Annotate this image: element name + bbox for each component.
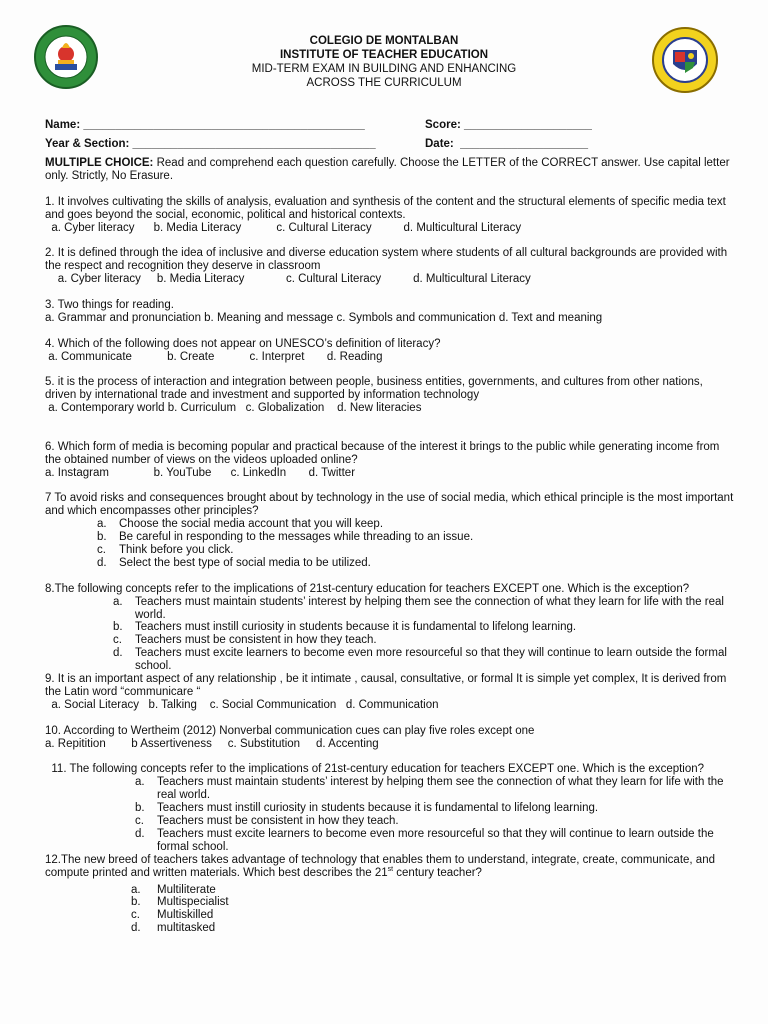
question-3 bbox=[45, 299, 735, 325]
choice-letter: b. bbox=[113, 621, 123, 634]
name-field: Name: ____________________________________________ bbox=[45, 119, 365, 131]
choice-letter: a. bbox=[113, 595, 123, 608]
year-section-field: Year & Section: ______________________________________ bbox=[45, 138, 376, 150]
instructions-text: Read and comprehend each question carefully. Choose the LETTER of the CORRECT answer. Use capital letter only. Strictly, No Erasure. bbox=[45, 157, 730, 182]
question-options: a. Repitition b Assertiveness c. Substitution d. Accenting bbox=[45, 737, 379, 750]
question-8 bbox=[45, 583, 735, 673]
choice-letter: d. bbox=[135, 827, 145, 840]
question-options: a. Social Literacy b. Talking c. Social Communication d. Communication bbox=[45, 698, 439, 711]
question-11 bbox=[45, 763, 735, 853]
date-field: Date: ____________________ bbox=[425, 138, 589, 150]
choice-text: Multiliterate bbox=[157, 883, 216, 896]
choice-text: Teachers must maintain students’ interest by helping them see the connection of what they learn for life with the real world. bbox=[157, 776, 724, 802]
choice-letter: b. bbox=[97, 531, 107, 544]
question-text: 1. It involves cultivating the skills of analysis, evaluation and synthesis of the content and the structural elements of specific media text and goes beyond the social, economic, political and historical contexts. bbox=[45, 195, 726, 221]
question-text-part2: century teacher? bbox=[393, 866, 482, 879]
choice-letter: c. bbox=[131, 909, 140, 922]
question-text: 8.The following concepts refer to the implications of 21st-century education for teachers EXCEPT one. Which is the exception? bbox=[45, 582, 690, 595]
question-text: 3. Two things for reading. bbox=[45, 298, 174, 311]
question-options: a. Cyber literacy b. Media Literacy c. Cultural Literacy d. Multicultural Literacy bbox=[45, 221, 522, 234]
choice-a bbox=[45, 596, 735, 622]
choice-text: Select the best type of social media to be utilized. bbox=[119, 556, 371, 569]
choice-d bbox=[45, 922, 735, 935]
question-text: 4. Which of the following does not appear on UNESCO’s definition of literacy? bbox=[45, 337, 441, 350]
choice-b bbox=[45, 896, 735, 909]
question-6 bbox=[45, 441, 735, 480]
choice-letter: d. bbox=[113, 647, 123, 660]
choice-text: Multispecialist bbox=[157, 896, 229, 909]
exam-body bbox=[45, 157, 735, 935]
choice-text: Teachers must excite learners to become even more resourceful so that they will continue to learn outside the formal school. bbox=[135, 647, 727, 673]
choice-b bbox=[45, 531, 735, 544]
choice-d bbox=[45, 557, 735, 570]
choice-letter: c. bbox=[97, 544, 106, 557]
choice-letter: d. bbox=[97, 556, 107, 569]
choice-letter: b. bbox=[135, 802, 145, 815]
question-text: 5. it is the process of interaction and integration between people, business entities, governments, and cultures from other nations, driven by international trade and investment and supported by information technology bbox=[45, 376, 703, 402]
question-5 bbox=[45, 376, 735, 415]
question-7 bbox=[45, 492, 735, 569]
question-text-part1: 12.The new breed of teachers takes advantage of technology that enables them to understand, integrate, create, communicate, and compute printed and written materials. Which best describes the 21 bbox=[45, 853, 715, 879]
school-name: COLEGIO DE MONTALBAN bbox=[309, 35, 459, 47]
question-text: 6. Which form of media is becoming popular and practical because of the interest it brings to the public while generating income from the obtained number of views on the videos uploaded online? bbox=[45, 440, 720, 466]
choice-c bbox=[45, 909, 735, 922]
choice-letter: d. bbox=[131, 922, 141, 935]
choice-c bbox=[45, 634, 735, 647]
ordinal-suffix: st bbox=[387, 865, 394, 873]
question-text: 10. According to Wertheim (2012) Nonverbal communication cues can play five roles except one bbox=[45, 724, 535, 737]
question-text bbox=[45, 854, 735, 880]
question-12 bbox=[45, 854, 735, 935]
choice-text: Think before you click. bbox=[119, 544, 234, 557]
choice-letter: a. bbox=[135, 776, 145, 789]
question-options: a. Instagram b. YouTube c. LinkedIn d. Twitter bbox=[45, 466, 356, 479]
choice-text: Teachers must excite learners to become even more resourceful so that they will continue to learn outside the formal school. bbox=[157, 827, 714, 853]
score-field: Score: ____________________ bbox=[425, 119, 592, 131]
choice-a bbox=[45, 884, 735, 897]
exam-title-line2: ACROSS THE CURRICULUM bbox=[306, 77, 462, 89]
question-options: a. Contemporary world b. Curriculum c. Globalization d. New literacies bbox=[45, 402, 422, 415]
choice-a bbox=[45, 776, 735, 802]
institute-name: INSTITUTE OF TEACHER EDUCATION bbox=[279, 49, 489, 61]
question-options: a. Communicate b. Create c. Interpret d. Reading bbox=[45, 350, 383, 363]
choice-text: Teachers must instill curiosity in students because it is fundamental to lifelong learning. bbox=[157, 802, 599, 815]
choice-text: Be careful in responding to the messages while threading to an issue. bbox=[119, 531, 474, 544]
choice-b bbox=[45, 621, 735, 634]
question-9 bbox=[45, 673, 735, 712]
choice-c bbox=[45, 815, 735, 828]
choice-letter: a. bbox=[97, 518, 107, 531]
question-4 bbox=[45, 338, 735, 364]
question-text: 7 To avoid risks and consequences brought about by technology in the use of social media, which ethical principle is the most important and which encompasses other principles? bbox=[45, 492, 734, 518]
question-text: 11. The following concepts refer to the implications of 21st-century education for teachers EXCEPT one. Which is the exception? bbox=[45, 763, 705, 776]
instructions-label: MULTIPLE CHOICE: bbox=[45, 157, 154, 169]
exam-title-line1: MID-TERM EXAM IN BUILDING AND ENHANCING bbox=[251, 63, 517, 75]
question-10 bbox=[45, 725, 735, 751]
question-options: a. Grammar and pronunciation b. Meaning and message c. Symbols and communication d. Text and meaning bbox=[45, 311, 603, 324]
choice-letter: a. bbox=[131, 883, 141, 896]
choice-text: Teachers must be consistent in how they teach. bbox=[157, 815, 399, 828]
choice-text: Teachers must instill curiosity in students because it is fundamental to lifelong learning. bbox=[135, 621, 577, 634]
question-text: 2. It is defined through the idea of inclusive and diverse education system where students of all cultural backgrounds are provided with the respect and recognition they deserve in classroom bbox=[45, 247, 728, 273]
question-1 bbox=[45, 196, 735, 235]
question-2 bbox=[45, 247, 735, 286]
choice-text: Teachers must be consistent in how they teach. bbox=[135, 634, 377, 647]
choice-text: multitasked bbox=[157, 922, 216, 935]
instructions bbox=[45, 157, 735, 183]
exam-header bbox=[0, 34, 768, 90]
choice-b bbox=[45, 802, 735, 815]
choice-c bbox=[45, 544, 735, 557]
choice-letter: b. bbox=[131, 896, 141, 909]
choice-letter: c. bbox=[135, 815, 144, 828]
choice-d bbox=[45, 828, 735, 854]
choice-letter: c. bbox=[113, 634, 122, 647]
choice-d bbox=[45, 647, 735, 673]
question-options: a. Cyber literacy b. Media Literacy c. Cultural Literacy d. Multicultural Literacy bbox=[45, 273, 531, 286]
choice-text: Teachers must maintain students’ interest by helping them see the connection of what they learn for life with the real world. bbox=[135, 595, 724, 621]
choice-text: Multiskilled bbox=[157, 909, 214, 922]
question-text: 9. It is an important aspect of any relationship , be it intimate , causal, consultative, or formal It is simple yet complex, It is derived from the Latin word “communicare “ bbox=[45, 673, 727, 699]
choice-a bbox=[45, 518, 735, 531]
choice-text: Choose the social media account that you will keep. bbox=[119, 518, 384, 531]
